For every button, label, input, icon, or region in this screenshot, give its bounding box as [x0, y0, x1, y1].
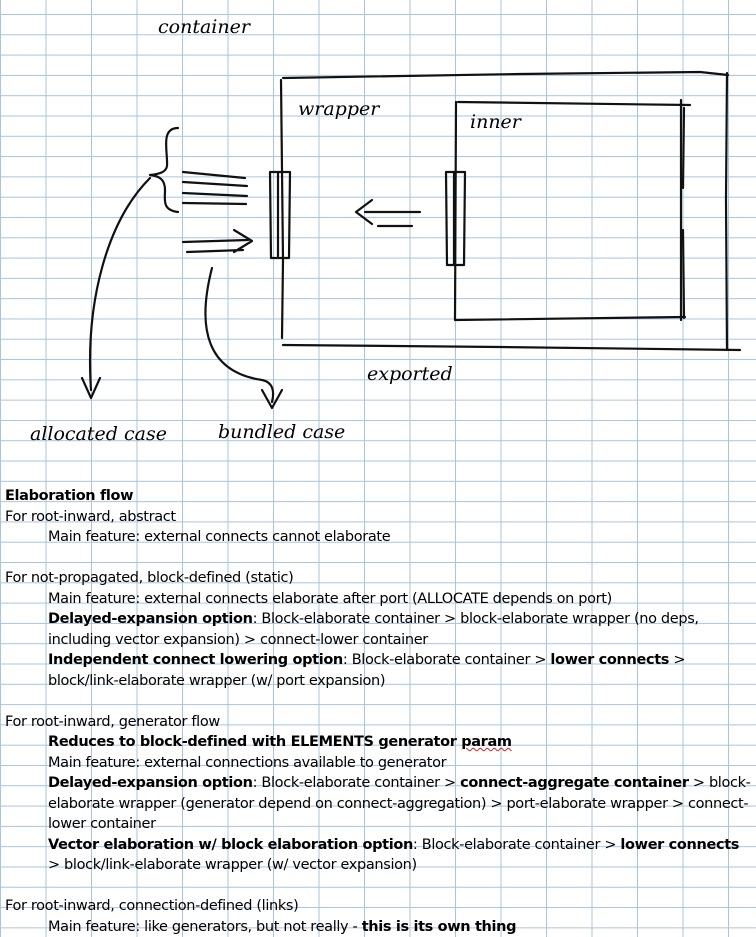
inner-box-top [458, 102, 690, 105]
wrapper-label: wrapper [298, 98, 381, 120]
section-generator-option-vector: Vector elaboration w/ block elaboration option: Block-elaborate container > lower connects > block/link-elaborate wrapper (w/ vector expansion) [5, 835, 753, 876]
section-generator-reduces: Reduces to block-defined with ELEMENTS generator param [5, 732, 753, 753]
section-static-option-independent: Independent connect lowering option: Block-elaborate container > lower connects > block/link-elaborate wrapper (w/ port expansion) [5, 650, 753, 691]
inner-box-left [455, 102, 456, 320]
section-links-title: For root-inward, connection-defined (links) [5, 896, 753, 917]
wrapper-port [270, 172, 290, 258]
notes-heading: Elaboration flow [5, 486, 753, 507]
bundled-case-label: bundled case [218, 421, 345, 443]
section-generator-option-delayed: Delayed-expansion option: Block-elaborate container > connect-aggregate container > block-elaborate wrapper (generator depend on connect-aggregation) > port-elaborate wrapper > connect-lower container [5, 773, 753, 835]
wrapper-box-bottom [283, 345, 740, 350]
section-static-option-delayed: Delayed-expansion option: Block-elaborate container > block-elaborate wrapper (no deps, including vector expansion) > connect-lower container [5, 609, 753, 650]
export-arrow [356, 200, 420, 226]
bundle-lines [183, 172, 247, 204]
notes-text [5, 486, 753, 937]
single-arrow [183, 230, 252, 252]
container-label: container [158, 16, 252, 38]
allocated-curve [82, 178, 150, 398]
section-generator-main: Main feature: external connections available to generator [5, 753, 753, 774]
wrapper-box-right [726, 73, 727, 350]
wrapper-box-top [283, 72, 728, 78]
bundled-curve [205, 268, 282, 408]
wrapper-box-left [281, 80, 283, 338]
section-generator-title: For root-inward, generator flow [5, 712, 753, 733]
section-links-main: Main feature: like generators, but not really - this is its own thing [5, 917, 753, 937]
section-static-main: Main feature: external connects elaborate after port (ALLOCATE depends on port) [5, 589, 753, 610]
curly-brace [150, 128, 178, 212]
section-static-title: For not-propagated, block-defined (static) [5, 568, 753, 589]
allocated-case-label: allocated case [30, 423, 167, 445]
section-abstract-title: For root-inward, abstract [5, 507, 753, 528]
section-abstract-main: Main feature: external connects cannot elaborate [5, 527, 753, 548]
inner-box-bottom [456, 317, 685, 320]
exported-label: exported [367, 363, 453, 385]
inner-label: inner [470, 111, 523, 133]
